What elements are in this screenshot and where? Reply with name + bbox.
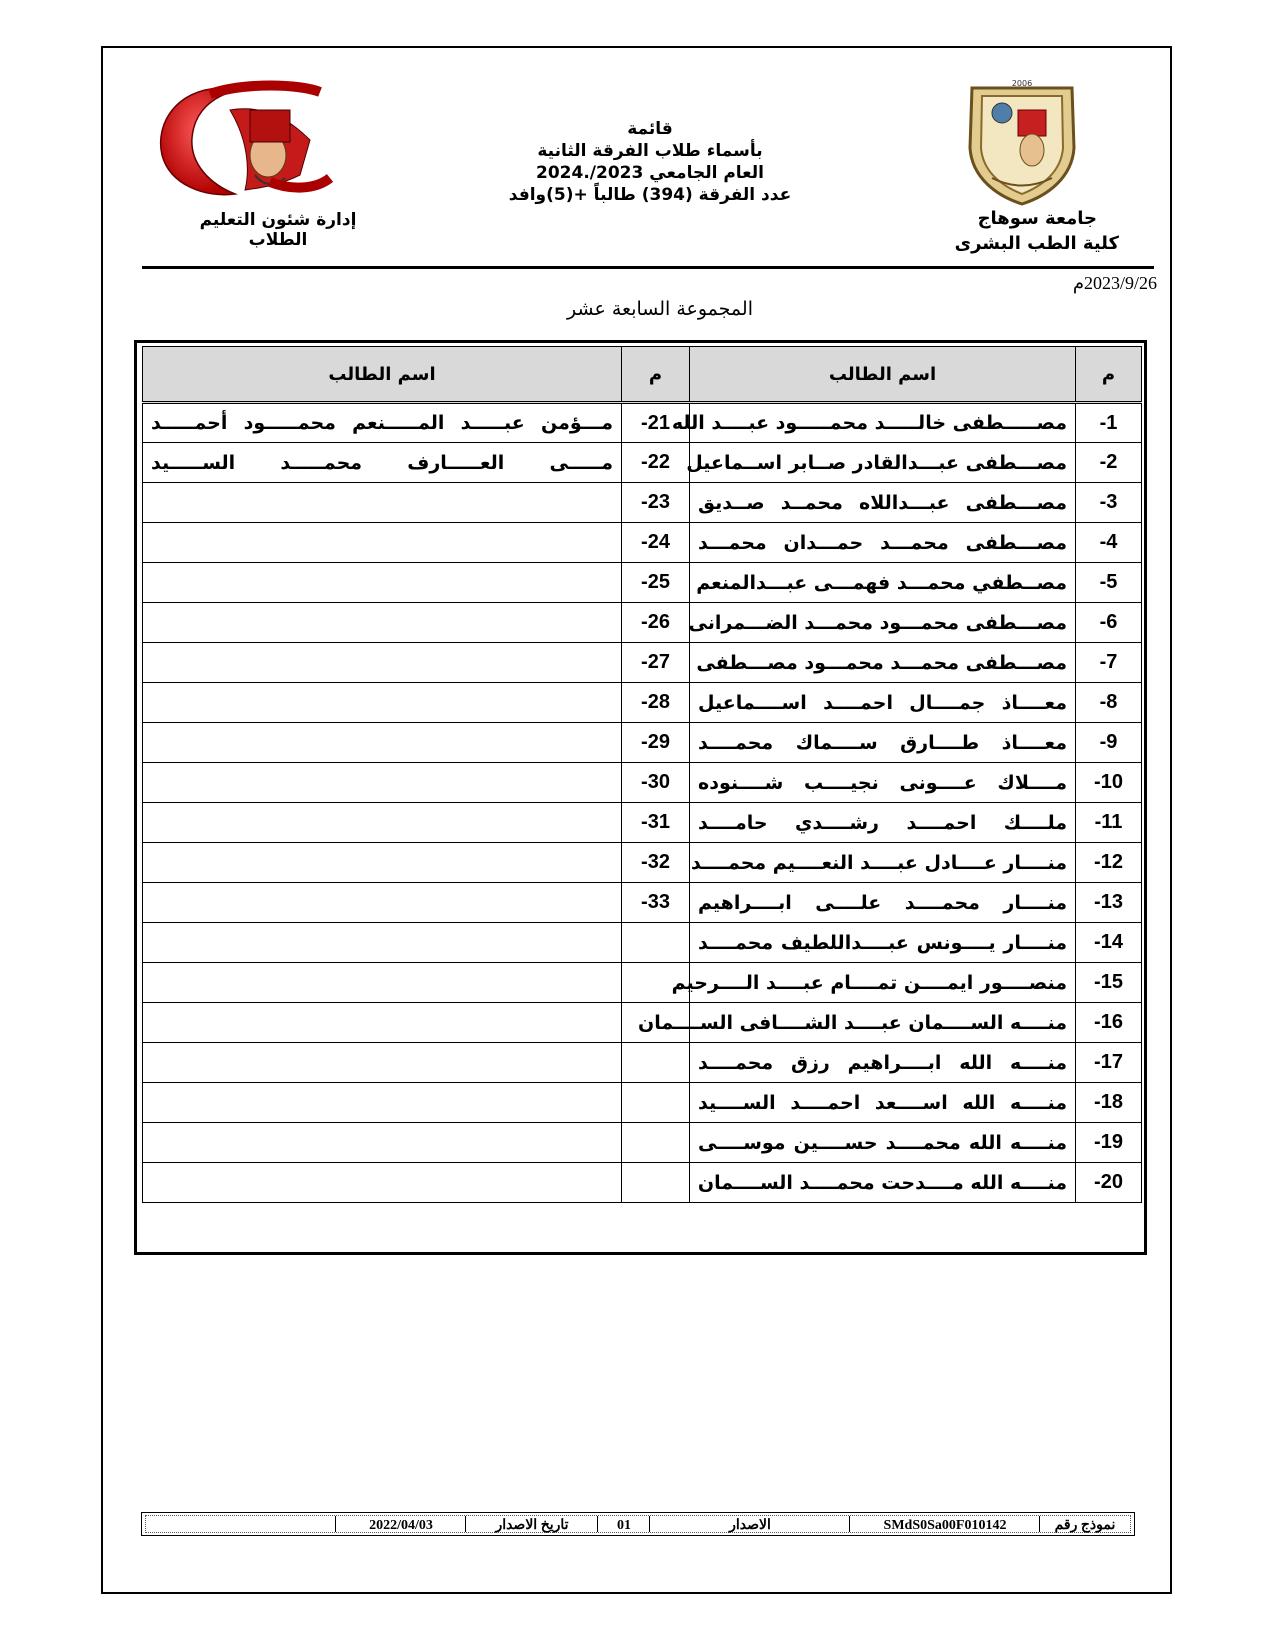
student-name-left (143, 963, 622, 1003)
row-number-right: -18 (1076, 1083, 1142, 1123)
col-header-num-2: م (622, 347, 690, 403)
student-name-right: مصـــطفى عبـــداللاه محمــد صــديق (690, 483, 1076, 523)
document-date: 2023/9/26م (1072, 273, 1157, 293)
table-row (143, 763, 1142, 803)
row-number-left (622, 1083, 690, 1123)
issue-value: 01 (597, 1516, 650, 1532)
student-name-right: مصـــــطفى خالـــــد محمـــــود عبــــد الله (690, 403, 1076, 443)
table-row (143, 443, 1142, 483)
row-number-left: -22 (622, 443, 690, 483)
row-number-left (622, 923, 690, 963)
row-number-left: -28 (622, 683, 690, 723)
student-name-right: منــــه الســــمان عبــــد الشــــافى الســــمان (690, 1003, 1076, 1043)
student-name-right: مصـــطفى محمـــود محمـــد الضـــمرانى (690, 603, 1076, 643)
list-title: قائمة (627, 119, 673, 139)
row-number-right: -1 (1076, 403, 1142, 443)
student-name-right: منصــــور ايمــــن تمــــام عبــــد الــــرحيم (690, 963, 1076, 1003)
header-divider (142, 266, 1154, 269)
student-name-right: معــــاذ جمــــال احمــــد اســــماعيل (690, 683, 1076, 723)
row-number-right: -9 (1076, 723, 1142, 763)
row-number-right: -11 (1076, 803, 1142, 843)
row-number-right: -7 (1076, 643, 1142, 683)
table-row (143, 883, 1142, 923)
row-number-right: -5 (1076, 563, 1142, 603)
form-number-value: SMdS0Sa00F010142 (849, 1516, 1040, 1532)
row-number-left: -26 (622, 603, 690, 643)
academic-year: العام الجامعي 2023/.2024 (536, 163, 764, 183)
row-number-right: -14 (1076, 923, 1142, 963)
row-number-left (622, 1123, 690, 1163)
student-name-right: ملــــك احمــــد رشــــدي حامــــد (690, 803, 1076, 843)
row-number-right: -16 (1076, 1003, 1142, 1043)
student-name-left: مـــؤمن عبـــــد المـــــنعم محمـــــود أحمـــــد (143, 403, 622, 443)
student-name-left (143, 643, 622, 683)
list-subtitle: بأسماء طلاب الفرقة الثانية (537, 141, 763, 161)
student-name-right: مصــطفي محمـــد فهمـــى عبـــدالمنعم (690, 563, 1076, 603)
student-list-table (142, 346, 1142, 1203)
row-number-right: -17 (1076, 1043, 1142, 1083)
student-name-right: منــــه الله ابــــراهيم رزق محمــــد (690, 1043, 1076, 1083)
table-row (143, 1043, 1142, 1083)
faculty-name: كلية الطب البشرى (954, 233, 1119, 254)
table-row (143, 1003, 1142, 1043)
table-header-row (143, 347, 1142, 403)
student-name-left (143, 1003, 622, 1043)
form-footer (141, 1512, 1135, 1536)
row-number-left: -30 (622, 763, 690, 803)
student-name-left (143, 923, 622, 963)
university-logo (962, 68, 1082, 206)
table-row (143, 683, 1142, 723)
row-number-right: -13 (1076, 883, 1142, 923)
student-name-left (143, 723, 622, 763)
table-row (143, 563, 1142, 603)
row-number-left: -27 (622, 643, 690, 683)
document-header (480, 118, 820, 206)
student-name-right: مــــلاك عــــونى نجيــــب شــــنوده (690, 763, 1076, 803)
student-name-left (143, 1043, 622, 1083)
issue-date-value: 2022/04/03 (335, 1516, 466, 1532)
student-name-right: منــــه الله مــــدحت محمــــد الســــمان (690, 1163, 1076, 1203)
row-number-right: -20 (1076, 1163, 1142, 1203)
student-name-right: منــــار محمــــد علــــى ابــــراهيم (690, 883, 1076, 923)
row-number-right: -15 (1076, 963, 1142, 1003)
table-row (143, 803, 1142, 843)
row-number-right: -4 (1076, 523, 1142, 563)
form-number-label: نموذج رقم (1039, 1516, 1130, 1532)
student-name-left (143, 883, 622, 923)
table-row (143, 483, 1142, 523)
row-number-right: -6 (1076, 603, 1142, 643)
svg-text:2006: 2006 (1011, 79, 1033, 88)
student-name-left (143, 1123, 622, 1163)
student-name-right: مصـــطفى محمـــد حمـــدان محمـــد (690, 523, 1076, 563)
col-header-name-2: اسم الطالب (143, 347, 622, 403)
student-name-left (143, 1163, 622, 1203)
student-name-left (143, 563, 622, 603)
table-row (143, 523, 1142, 563)
student-name-right: منــــه الله محمــــد حســــين موســــى (690, 1123, 1076, 1163)
student-name-left (143, 603, 622, 643)
row-number-left (622, 1043, 690, 1083)
row-number-left: -23 (622, 483, 690, 523)
student-name-right: منــــار عــــادل عبــــد النعــــيم محمــــد (690, 843, 1076, 883)
row-number-left: -29 (622, 723, 690, 763)
student-name-left (143, 523, 622, 563)
table-row (143, 603, 1142, 643)
student-name-right: مصـــطفى محمـــد محمـــود مصـــطفى (690, 643, 1076, 683)
row-number-left: -33 (622, 883, 690, 923)
row-number-right: -8 (1076, 683, 1142, 723)
issue-label: الاصدار (649, 1516, 850, 1532)
institution-block (954, 206, 1119, 256)
student-name-left (143, 683, 622, 723)
table-row (143, 723, 1142, 763)
row-number-left: -32 (622, 843, 690, 883)
issue-date-label: تاريخ الاصدار (465, 1516, 598, 1532)
row-number-left: -21 (622, 403, 690, 443)
row-number-right: -12 (1076, 843, 1142, 883)
student-name-left (143, 803, 622, 843)
student-name-right: معــــاذ طــــارق ســــماك محمــــد (690, 723, 1076, 763)
student-name-right: منــــه الله اســــعد احمــــد الســــيد (690, 1083, 1076, 1123)
student-name-left (143, 483, 622, 523)
table-row (143, 1163, 1142, 1203)
row-number-right: -19 (1076, 1123, 1142, 1163)
student-name-left (143, 843, 622, 883)
faculty-logo (150, 80, 345, 200)
department-name: إدارة شئون التعليم الطلاب (199, 210, 357, 250)
row-number-left (622, 1163, 690, 1203)
row-number-left: -31 (622, 803, 690, 843)
group-title: المجموعة السابعة عشر (567, 298, 753, 320)
table-row (143, 1083, 1142, 1123)
student-name-left: مـــــى العـــــارف محمـــــد الســـــيد (143, 443, 622, 483)
row-number-right: -2 (1076, 443, 1142, 483)
table-row (143, 923, 1142, 963)
col-header-name-1: اسم الطالب (690, 347, 1076, 403)
student-count: عدد الفرقة (394) طالباً +(5)وافد (508, 185, 792, 205)
col-header-num-1: م (1076, 347, 1142, 403)
table-row (143, 643, 1142, 683)
table-row (143, 843, 1142, 883)
table-row (143, 403, 1142, 443)
university-name: جامعة سوهاج (977, 208, 1097, 229)
student-name-left (143, 1083, 622, 1123)
row-number-right: -10 (1076, 763, 1142, 803)
student-name-left (143, 763, 622, 803)
student-name-right: مصـــطفى عبـــدالقادر صــابر اســماعيل (690, 443, 1076, 483)
student-name-right: منــــار يــــونس عبــــداللطيف محمــــد (690, 923, 1076, 963)
row-number-left: -25 (622, 563, 690, 603)
table-row (143, 963, 1142, 1003)
table-row (143, 1123, 1142, 1163)
row-number-left: -24 (622, 523, 690, 563)
row-number-right: -3 (1076, 483, 1142, 523)
